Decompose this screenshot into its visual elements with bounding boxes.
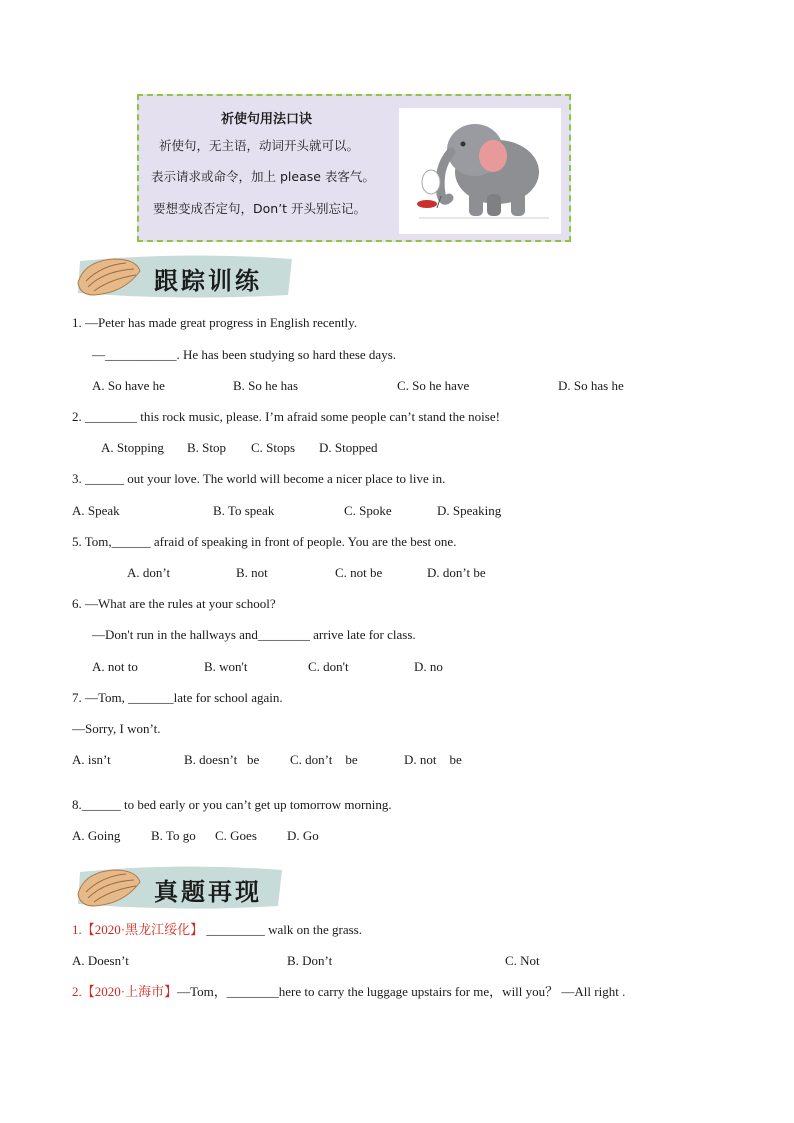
option: C. not be (335, 565, 383, 580)
question-text: 2. ________ this rock music, please. I’m afraid some people can’t stand the noise! (72, 409, 500, 424)
option: A. not to (92, 659, 138, 674)
question-text: —Tom，________here to carry the luggage upstairs for me，will you？ —All right . (177, 984, 626, 999)
option: B. not (236, 565, 268, 580)
shell-icon (74, 864, 144, 910)
option: A. Doesn’t (72, 953, 129, 968)
option: A. So have he (92, 378, 165, 393)
option: B. won't (204, 659, 248, 674)
option: A. Stopping (101, 440, 164, 455)
question-text: 5. Tom,______ afraid of speaking in front of people. You are the best one. (72, 534, 457, 549)
option: B. doesn’t be (184, 752, 260, 767)
section-banner-practice (74, 251, 296, 301)
option: C. don't (308, 659, 349, 674)
option: B. To go (151, 828, 196, 843)
section-title: 真题再现 (154, 877, 262, 906)
question-text: 8.______ to bed early or you can’t get up tomorrow morning. (72, 797, 392, 812)
question-text: _________ walk on the grass. (203, 922, 362, 937)
tip-title: 祈使句用法口诀 (221, 112, 313, 127)
option: B. Stop (187, 440, 227, 455)
option: C. don’t be (290, 752, 358, 767)
option: B. So he has (233, 378, 298, 393)
option: D. don’t be (427, 565, 486, 580)
option: A. isn’t (72, 752, 111, 767)
exam-source-tag: 2.【2020·上海市】 (72, 984, 178, 999)
option: B. Don’t (287, 953, 333, 968)
question-text: —Sorry, I won’t. (72, 721, 161, 736)
option: C. So he have (397, 378, 470, 393)
question-text: —___________. He has been studying so hard these days. (92, 347, 397, 362)
exam-question (72, 984, 625, 1000)
section-title: 跟踪训练 (154, 266, 262, 295)
elephant-icon (399, 108, 561, 234)
option: C. Stops (251, 440, 296, 455)
question-text: 6. —What are the rules at your school? (72, 596, 276, 611)
option: D. no (414, 659, 443, 674)
tip-box (137, 94, 571, 242)
option: D. Go (287, 828, 319, 843)
tip-line: 表示请求或命令，加上 please 表客气。 (151, 169, 375, 184)
question-text: —Don't run in the hallways and________ arrive late for class. (92, 627, 416, 642)
option: A. Speak (72, 503, 120, 518)
question-text: 7. —Tom, _______late for school again. (72, 690, 283, 705)
option: A. don’t (127, 565, 171, 580)
shell-icon (74, 253, 144, 299)
option: D. Stopped (319, 440, 378, 455)
question-text: 3. ______ out your love. The world will become a nicer place to live in. (72, 471, 446, 486)
exam-question (72, 922, 362, 938)
option: A. Going (72, 828, 121, 843)
tip-line: 要想变成否定句，Don’t 开头别忘记。 (153, 201, 367, 216)
question-text: 1. —Peter has made great progress in English recently. (72, 315, 358, 330)
option: D. Speaking (437, 503, 502, 518)
option: B. To speak (213, 503, 275, 518)
option: C. Goes (215, 828, 257, 843)
option: C. Not (505, 953, 540, 968)
option: D. So has he (558, 378, 624, 393)
exam-source-tag: 1.【2020·黑龙江绥化】 (72, 922, 204, 937)
section-banner-exam (74, 862, 286, 912)
tip-line: 祈使句，无主语，动词开头就可以。 (159, 138, 360, 153)
option: D. not be (404, 752, 462, 767)
option: C. Spoke (344, 503, 392, 518)
